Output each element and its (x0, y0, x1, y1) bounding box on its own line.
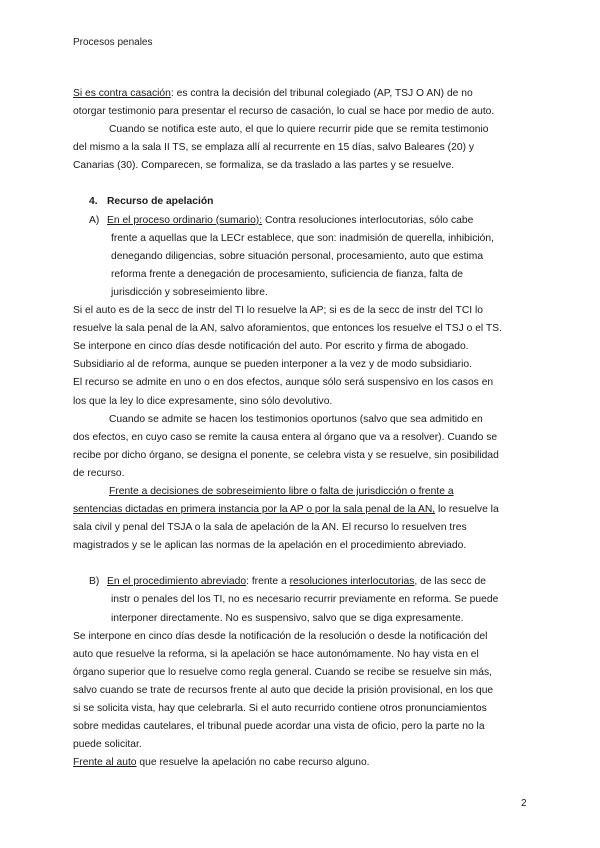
item-a-line-1 (73, 212, 529, 230)
casacion-p2-line-3: Canarias (30). Comparecen, se formaliza, se da traslado a las partes y se resuelve. (73, 160, 455, 172)
item-a-line-5: jurisdicción y sobreseimiento libre. (111, 286, 268, 298)
item-a-line-4: reforma frente a denegación de procesamiento, suficiencia de fianza, falta de (111, 268, 464, 280)
section-title: Recurso de apelación (107, 196, 214, 208)
page-number: 2 (521, 798, 527, 809)
sobreseimiento-line-3: sala civil y penal del TSJA o la sala de apelación de la AN. El recurso lo resuelven tres (73, 522, 467, 534)
item-b-last-underlined: Frente al auto (73, 757, 137, 769)
section-heading (73, 193, 529, 211)
testimonios-line-2: dos efectos, en cuyo caso se remite la causa entera al órgano que va a resolver). Cuando se (73, 431, 498, 443)
casacion-label: Si es contra casación (73, 88, 171, 99)
item-b-label-2: resoluciones interlocutorias (289, 576, 415, 588)
testimonios-line-3: recibe por dicho órgano, se designa el ponente, se celebra vista y se resuelve, sin posibilidad (73, 449, 499, 461)
item-b-body-line: si se solicita vista, hay que celebrarla. Si el auto recurrido contiene otros pronunciamientos (73, 703, 487, 714)
item-b-text: , de las secc de (414, 576, 486, 588)
item-b-last-line (73, 754, 529, 772)
casacion-p2-line-1: Cuando se notifica este auto, el que lo quiere recurrir pide que se remita testimonio (109, 124, 489, 136)
casacion-text: : es contra la decisión del tribunal colegiado (AP, TSJ O AN) de no (170, 88, 473, 99)
item-b-body-line: sobre medidas cautelares, el tribunal puede acordar una vista de oficio, pero la parte no la (73, 721, 485, 733)
item-b-body-line: salvo cuando se trate de recursos frente al auto que decide la prisión provisional, en los que (73, 684, 494, 696)
item-b-line-1 (73, 573, 529, 591)
item-a-label: En el proceso ordinario (sumario): (107, 214, 263, 226)
item-b-body-line: Se interpone en cinco días desde la notificación de la resolución o desde la notificación del (73, 630, 488, 642)
item-a-text: Contra resoluciones interlocutorias, sólo cabe (262, 214, 474, 226)
casacion-line-2: otorgar testimonio para presentar el recurso de casación, lo cual se hace por medio de auto. (73, 106, 495, 118)
item-a-line-3: denegando diligencias, sobre situación personal, procesamiento, auto que estima (111, 250, 484, 262)
item-a-marker: A) (89, 214, 100, 226)
sobreseimiento-underlined: sentencias dictadas en primera instancia por la AP o por la sala penal de la AN, (73, 504, 436, 516)
item-a-body-line: Se interpone en cinco días desde notificación del auto. Por escrito y firma de abogado. (73, 341, 469, 353)
item-b-body-line: auto que resuelve la reforma, si la apelación se hace autonómamente. No hay vista en el (73, 648, 479, 660)
casacion-line-1 (73, 85, 529, 103)
item-b-label: En el procedimiento abreviado (107, 576, 247, 588)
document-body (73, 85, 529, 772)
item-b-marker: B) (89, 576, 100, 588)
item-a-line-2: frente a aquellas que la LECr establece, que son: inadmisión de querella, inhibición, (111, 232, 494, 244)
testimonios-line-1: Cuando se admite se hacen los testimonios oportunos (salvo que sea admitido en (109, 413, 483, 425)
sobreseimiento-line-2 (73, 501, 529, 519)
running-header: Procesos penales (73, 37, 153, 48)
item-b-body-line: órgano superior que lo resuelve como regla general. Cuando se recibe se resuelve sin más, (73, 666, 492, 678)
item-a-body-line: Subsidiario al de reforma, aunque se pueden interponer a la vez y de modo subsidiario. (73, 359, 472, 371)
item-a-body-line: Si el auto es de la secc de instr del TI lo resuelve la AP; si es de la secc de instr del TCI lo (73, 305, 483, 317)
item-a-body-line: resuelve la sala penal de la AN, salvo aforamientos, que entonces los resuelve el TSJ o el TS. (73, 323, 502, 335)
item-a-body-line: El recurso se admite en uno o en dos efectos, aunque sólo será suspensivo en los casos en (73, 377, 494, 389)
item-b-last-text: que resuelve la apelación no cabe recurso alguno. (136, 757, 370, 769)
testimonios-line-4: de recurso. (73, 467, 125, 479)
section-number: 4. (89, 196, 98, 208)
item-b-line-2: instr o penales del los TI, no es necesario recurrir previamente en reforma. Se puede (111, 594, 499, 606)
item-b-mid: : frente a (246, 576, 290, 588)
casacion-p2-line-2: del mismo a la sala II TS, se emplaza allí al recurrente en 15 días, salvo Baleares (20) y (73, 142, 475, 154)
item-b-line-3: interponer directamente. No es suspensivo, salvo que se diga expresamente. (111, 612, 464, 624)
item-b-body-line: puede solicitar. (73, 739, 142, 751)
sobreseimiento-line-1: Frente a decisiones de sobreseimiento libre o falta de jurisdicción o frente a (109, 485, 454, 497)
item-a-body-line: los que la ley lo dice expresamente, sino sólo devolutivo. (73, 395, 333, 407)
sobreseimiento-text: lo resuelve la (435, 504, 499, 516)
sobreseimiento-line-4: magistrados y se le aplican las normas de la apelación en el procedimiento abreviado. (73, 540, 467, 552)
